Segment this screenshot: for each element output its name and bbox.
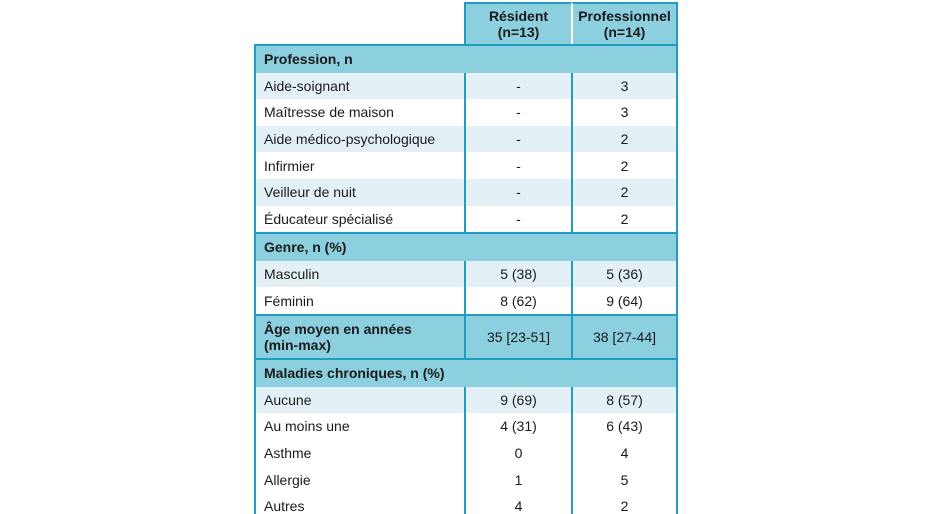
table-header-row — [254, 2, 678, 44]
table-row — [254, 466, 678, 493]
row-resident-value: 1 — [464, 466, 571, 493]
header-resident-count: (n=13) — [497, 24, 540, 40]
section-profession — [254, 44, 678, 73]
row-resident-value: 0 — [464, 440, 571, 467]
row-resident-value: 4 (31) — [464, 413, 571, 440]
row-label: Féminin — [264, 292, 314, 309]
row-pro-value: 3 — [571, 99, 676, 126]
age-resident-value: 35 [23-51] — [464, 316, 571, 358]
table-row — [254, 287, 678, 314]
table-row — [254, 179, 678, 206]
table-row — [254, 126, 678, 153]
section-genre — [254, 232, 678, 261]
table-row — [254, 440, 678, 467]
row-resident-value: 5 (38) — [464, 261, 571, 288]
row-pro-value: 5 — [571, 466, 676, 493]
row-pro-value: 2 — [571, 493, 676, 514]
section-title: Maladies chroniques, n (%) — [264, 365, 445, 382]
row-label: Aide médico-psychologique — [264, 131, 436, 148]
row-pro-value: 4 — [571, 440, 676, 467]
age-pro-value: 38 [27-44] — [571, 316, 676, 358]
table-row — [254, 73, 678, 100]
row-pro-value: 8 (57) — [571, 387, 676, 414]
age-label-line2: (min-max) — [264, 336, 331, 353]
header-professionnel — [571, 2, 678, 44]
row-pro-value: 2 — [571, 179, 676, 206]
table-row — [254, 493, 678, 514]
section-title: Profession, n — [264, 51, 353, 68]
table-row — [254, 152, 678, 179]
table-row — [254, 261, 678, 288]
header-resident — [464, 2, 571, 44]
row-resident-value: - — [464, 126, 571, 153]
row-label: Éducateur spécialisé — [264, 210, 394, 227]
row-pro-value: 6 (43) — [571, 413, 676, 440]
row-pro-value: 2 — [571, 126, 676, 153]
row-label: Au moins une — [264, 418, 350, 435]
row-resident-value: - — [464, 73, 571, 100]
section-title: Genre, n (%) — [264, 239, 347, 256]
row-pro-value: 2 — [571, 152, 676, 179]
section-maladies — [254, 358, 678, 387]
age-label — [256, 316, 464, 358]
table-row — [254, 206, 678, 233]
section-age — [254, 314, 678, 358]
row-resident-value: - — [464, 179, 571, 206]
row-pro-value: 9 (64) — [571, 287, 676, 314]
row-resident-value: - — [464, 206, 571, 233]
row-label: Aide-soignant — [264, 77, 350, 94]
table-row — [254, 387, 678, 414]
header-professionnel-title: Professionnel — [578, 8, 671, 24]
row-label: Veilleur de nuit — [264, 184, 356, 201]
row-label: Masculin — [264, 266, 320, 283]
row-label: Maîtresse de maison — [264, 104, 394, 121]
row-resident-value: - — [464, 152, 571, 179]
table-row — [254, 99, 678, 126]
header-resident-title: Résident — [488, 8, 549, 24]
row-pro-value: 3 — [571, 73, 676, 100]
row-pro-value: 2 — [571, 206, 676, 233]
row-label: Allergie — [264, 471, 311, 488]
row-resident-value: 9 (69) — [464, 387, 571, 414]
header-professionnel-count: (n=14) — [603, 24, 646, 40]
header-empty-cell — [254, 2, 464, 44]
row-resident-value: 8 (62) — [464, 287, 571, 314]
characteristics-table — [254, 2, 678, 514]
table-row — [254, 413, 678, 440]
row-label: Infirmier — [264, 157, 315, 174]
row-label: Autres — [264, 498, 305, 514]
row-label: Aucune — [264, 391, 312, 408]
age-label-line1: Âge moyen en années — [264, 320, 412, 337]
row-resident-value: 4 — [464, 493, 571, 514]
row-pro-value: 5 (36) — [571, 261, 676, 288]
row-resident-value: - — [464, 99, 571, 126]
row-label: Asthme — [264, 445, 312, 462]
